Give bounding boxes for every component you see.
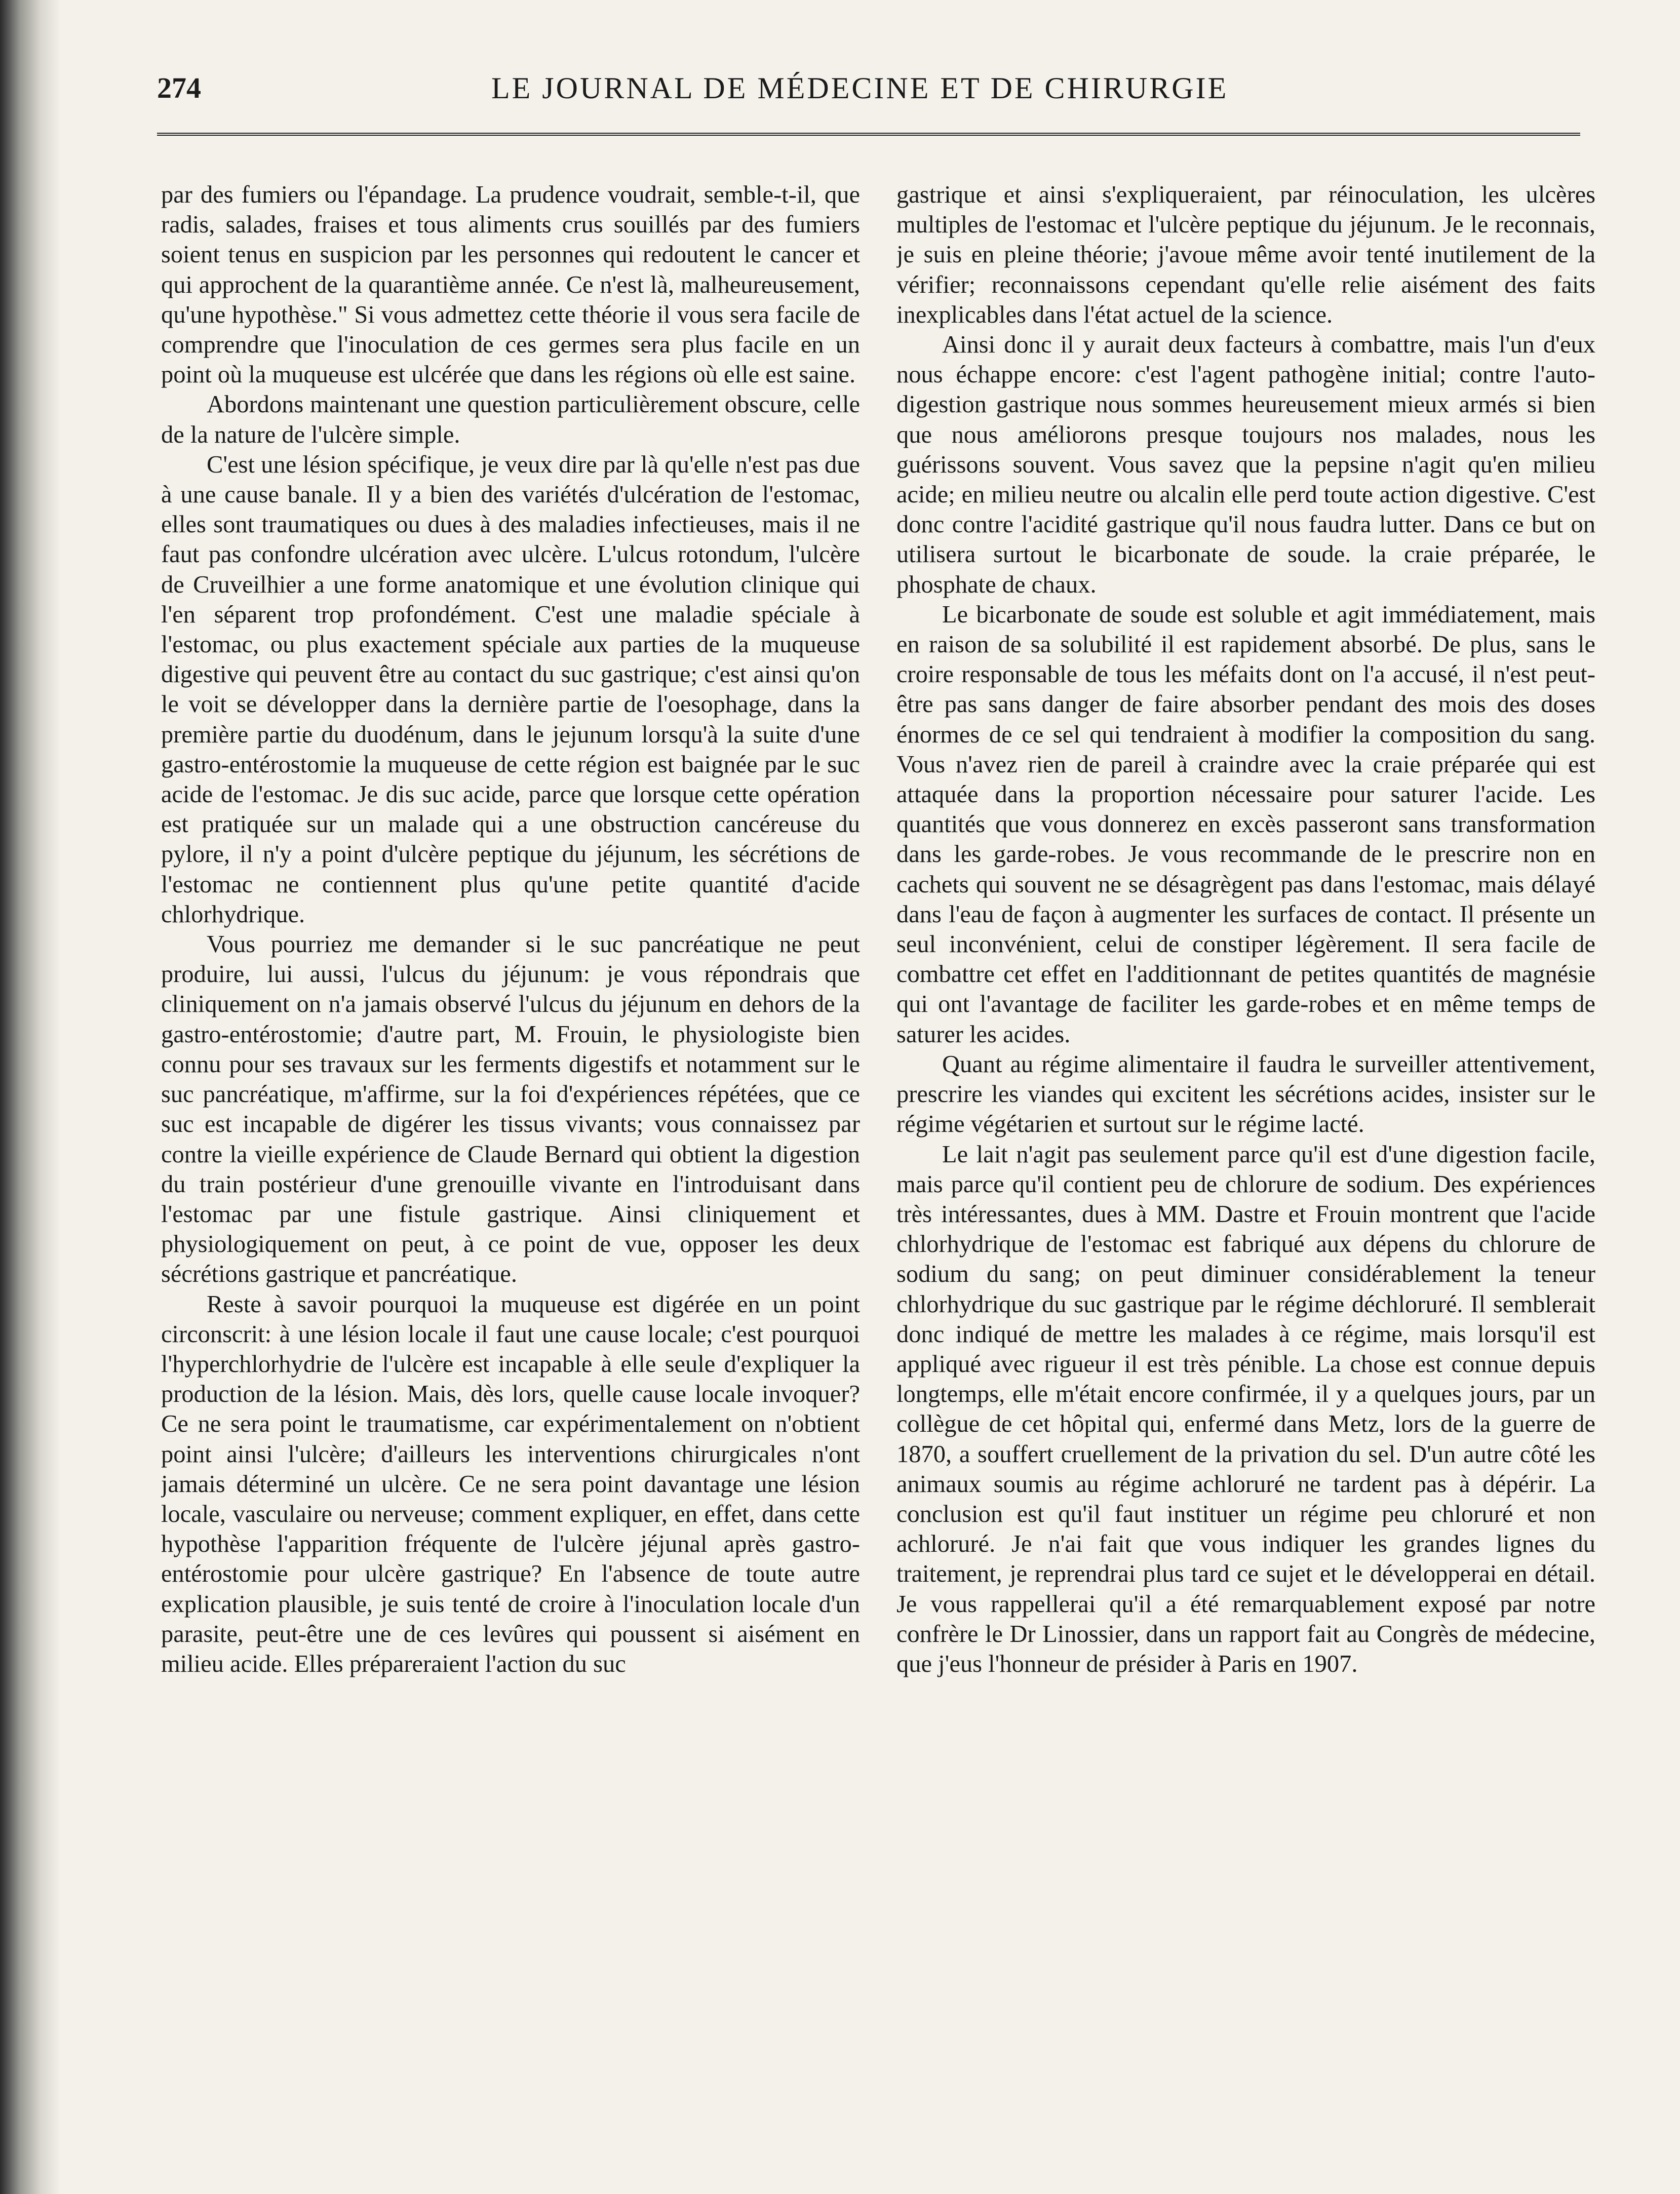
paragraph: gastrique et ainsi s'expliqueraient, par réinoculation, les ulcères multiples de l'estomac et l'ulcère peptique du jéjunum. Je le reconnais, je suis en pleine théorie; j'avoue même avoir tenté inutilement de la vérifier; reconnaissons cependant qu'elle relie aisément des faits inexplicables dans l'état actuel de la science.	[896, 181, 1595, 328]
left-column	[161, 180, 860, 2155]
right-column	[896, 180, 1595, 2155]
paragraph: Ainsi donc il y aurait deux facteurs à combattre, mais l'un d'eux nous échappe encore: c'est l'agent pathogène initial; contre l'auto-digestion gastrique nous sommes heureusement mieux armés si bien que nous améliorons presque toujours nos malades, nous les guérissons souvent. Vous savez que la pepsine n'agit qu'en milieu acide; en milieu neutre ou alcalin elle perd toute action digestive. C'est donc contre l'acidité gastrique qu'il nous faudra lutter. Dans ce but on utilisera surtout le bicarbonate de soude. la craie préparée, le phosphate de chaux.	[896, 331, 1595, 598]
paragraph: Le bicarbonate de soude est soluble et agit immédiatement, mais en raison de sa solubilité il est rapidement absorbé. De plus, sans le croire responsable de tous les méfaits dont on l'a accusé, il n'est peut-être pas sans danger de faire absorber pendant des mois des doses énormes de ce sel qui tendraient à modifier la composition du sang. Vous n'avez rien de pareil à craindre avec la craie préparée qui est attaquée dans la proportion nécessaire pour saturer l'acide. Les quantités que vous donnerez en excès passeront sans transformation dans les garde-robes. Je vous recommande de le prescrire non en cachets qui souvent ne se désagrègent pas dans l'estomac, mais délayé dans l'eau de façon à augmenter les surfaces de contact. Il présente un seul inconvénient, celui de constiper légèrement. Il sera facile de combattre cet effet en l'additionnant de petites quantités de magnésie qui ont l'avantage de faciliter les garde-robes et en même temps de saturer les acides.	[896, 601, 1595, 1048]
book-binding-edge	[0, 0, 61, 2194]
header-rule	[157, 133, 1580, 136]
paragraph: Reste à savoir pourquoi la muqueuse est digérée en un point circonscrit: à une lésion locale il faut une cause locale; c'est pourquoi l'hyperchlorhydrie de l'ulcère est incapable à elle seule d'expliquer la production de la lésion. Mais, dès lors, quelle cause locale invoquer? Ce ne sera point le traumatisme, car expérimentalement on n'obtient point ainsi l'ulcère; d'ailleurs les interventions chirurgicales n'ont jamais déterminé un ulcère. Ce ne sera point davantage une lésion locale, vasculaire ou nerveuse; comment expliquer, en effet, dans cette hypothèse l'apparition fréquente de l'ulcère jéjunal après gastro-entérostomie pour ulcère gastrique? En l'absence de toute autre explication plausible, je suis tenté de croire à l'inoculation locale d'un parasite, peut-être une de ces levûres qui poussent si aisément en milieu acide. Elles prépareraient l'action du suc	[161, 1290, 860, 1677]
page-number: 274	[157, 71, 201, 104]
running-title: LE JOURNAL DE MÉDECINE ET DE CHIRURGIE	[491, 71, 1229, 105]
paragraph: Quant au régime alimentaire il faudra le surveiller attentivement, prescrire les viandes qui excitent les sécrétions acides, insister sur le régime végétarien et surtout sur le régime lacté.	[896, 1050, 1595, 1138]
paragraph: Vous pourriez me demander si le suc pancréatique ne peut produire, lui aussi, l'ulcus du jéjunum: je vous répondrais que cliniquement on n'a jamais observé l'ulcus du jéjunum en dehors de la gastro-entérostomie; d'autre part, M. Frouin, le physiologiste bien connu pour ses travaux sur les ferments digestifs et notamment sur le suc pancréatique, m'affirme, sur la foi d'expériences répétées, que ce suc est incapable de digérer les tissus vivants; vous connaissez par contre la vieille expérience de Claude Bernard qui obtient la digestion du train postérieur d'une grenouille vivante en l'introduisant dans l'estomac par une fistule gastrique. Ainsi cliniquement et physiologiquement on peut, à ce point de vue, opposer les deux sécrétions gastrique et pancréatique.	[161, 931, 860, 1288]
paragraph: par des fumiers ou l'épandage. La prudence voudrait, semble-t-il, que radis, salades, fraises et tous aliments crus souillés par des fumiers soient tenus en suspicion par les personnes qui redoutent le cancer et qui approchent de la quarantième année. Ce n'est là, malheureusement, qu'une hypothèse." Si vous admettez cette théorie il vous sera facile de comprendre que l'inoculation de ces germes sera plus facile en un point où la muqueuse est ulcérée que dans les régions où elle est saine.	[161, 181, 860, 388]
paragraph: Le lait n'agit pas seulement parce qu'il est d'une digestion facile, mais parce qu'il contient peu de chlorure de sodium. Des expériences très intéressantes, dues à MM. Dastre et Frouin montrent que l'acide chlorhydrique de l'estomac est fabriqué aux dépens du chlorure de sodium du sang; on peut diminuer considérablement la teneur chlorhydrique du suc gastrique par le régime déchloruré. Il semblerait donc indiqué de mettre les malades à ce régime, mais lorsqu'il est appliqué avec rigueur il est très pénible. La chose est connue depuis longtemps, elle m'était encore confirmée, il y a quelques jours, par un collègue de cet hôpital qui, enfermé dans Metz, lors de la guerre de 1870, a souffert cruellement de la privation du sel. D'un autre côté les animaux soumis au régime achloruré ne tardent pas à dépérir. La conclusion est qu'il faut instituer un régime peu chloruré et non achloruré. Je n'ai fait que vous indiquer les grandes lignes du traitement, je reprendrai plus tard ce sujet et le développerai en détail. Je vous rappellerai qu'il a été remarquablement exposé par notre confrère le Dr Linossier, dans un rapport fait au Congrès de médecine, que j'eus l'honneur de présider à Paris en 1907.	[896, 1141, 1595, 1677]
paragraph: C'est une lésion spécifique, je veux dire par là qu'elle n'est pas due à une cause banale. Il y a bien des variétés d'ulcération de l'estomac, elles sont traumatiques ou dues à des maladies infectieuses, mais il ne faut pas confondre ulcération avec ulcère. L'ulcus rotondum, l'ulcère de Cruveilhier a une forme anatomique et une évolution clinique qui l'en séparent trop profondément. C'est une maladie spéciale à l'estomac, ou plus exactement spéciale aux parties de la muqueuse digestive qui peuvent être au contact du suc gastrique; c'est ainsi qu'on le voit se développer dans la dernière partie de l'oesophage, dans la première partie du duodénum, dans le jejunum lorsqu'à la suite d'une gastro-entérostomie la muqueuse de cette région est baignée par le suc acide de l'estomac. Je dis suc acide, parce que lorsque cette opération est pratiquée sur un malade qui a une obstruction cancéreuse du pylore, il n'y a point d'ulcère peptique du jéjunum, les sécrétions de l'estomac ne contiennent plus qu'une petite quantité d'acide chlorhydrique.	[161, 451, 860, 928]
paragraph: Abordons maintenant une question particulièrement obscure, celle de la nature de l'ulcère simple.	[161, 391, 860, 448]
page-header	[157, 71, 1575, 111]
